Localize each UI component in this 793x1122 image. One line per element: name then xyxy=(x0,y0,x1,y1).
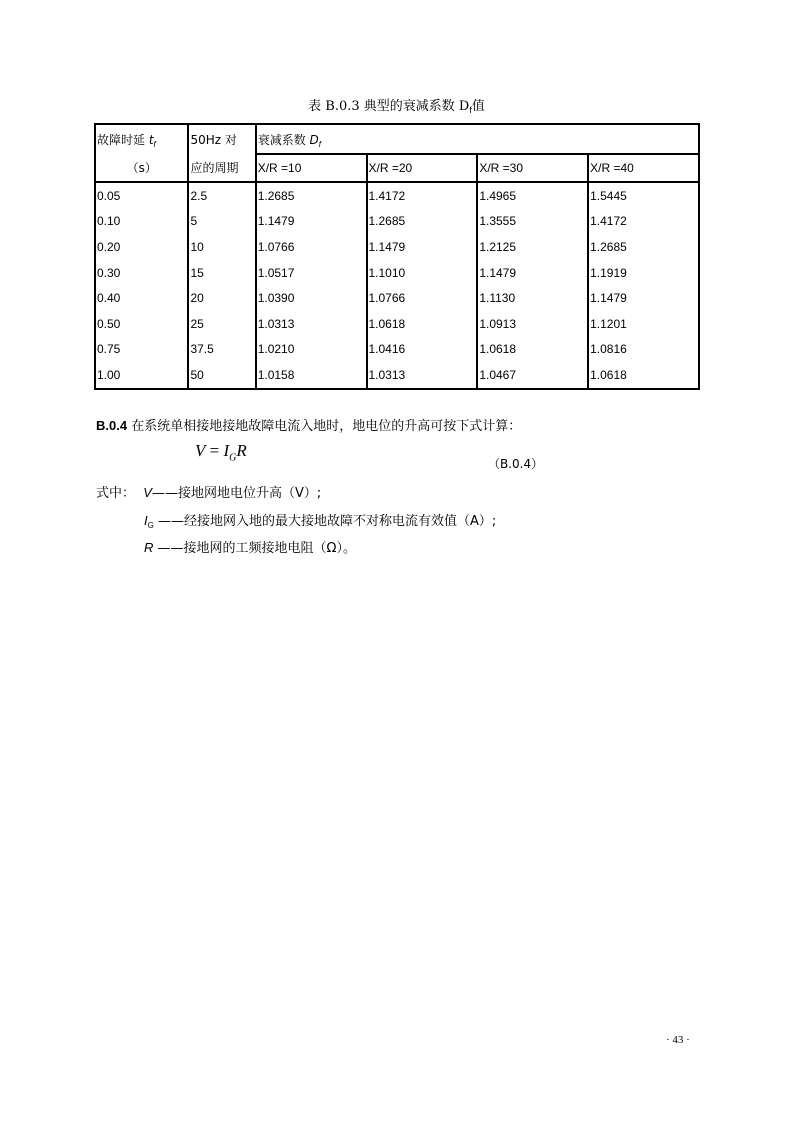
formula-rhs-var: I xyxy=(223,441,230,460)
df-xr20-cell: 1.0766 xyxy=(367,285,478,311)
df-xr20-cell: 1.1479 xyxy=(367,234,478,260)
definition-text-ig: ——经接地网入地的最大接地故障不对称电流有效值（A）; xyxy=(153,514,497,529)
header-fault-delay-var-sub: f xyxy=(153,140,156,149)
header-xr-30: X/R =30 xyxy=(477,154,588,182)
fault-delay-cell: 0.05 xyxy=(97,188,121,203)
period-cell: 2.5 xyxy=(188,182,255,209)
period-cell: 20 xyxy=(188,285,255,311)
table-row xyxy=(95,337,699,363)
section-b04 xyxy=(96,415,521,434)
table-header-row-1 xyxy=(95,124,699,154)
definition-line-2 xyxy=(144,510,496,529)
header-fault-delay-label: 故障时延 xyxy=(97,133,149,147)
definition-text-r: ——接地网的工频接地电阻（Ω）。 xyxy=(153,541,356,556)
caption-suffix: 值 xyxy=(471,99,485,114)
header-fault-delay xyxy=(95,124,188,154)
df-xr20-cell: 1.1010 xyxy=(367,260,478,286)
header-group-var-sub: f xyxy=(318,139,321,149)
definitions-intro: 式中： xyxy=(96,486,136,501)
df-xr40-cell: 1.5445 xyxy=(588,182,699,209)
header-period-line1: 50Hz 对 xyxy=(188,124,255,154)
header-xr-40: X/R =40 xyxy=(588,154,699,182)
df-xr30-cell: 1.1479 xyxy=(477,260,588,286)
table-body xyxy=(95,182,699,389)
table-row xyxy=(95,311,699,337)
period-cell: 50 xyxy=(188,362,255,389)
definition-line-3 xyxy=(144,537,356,556)
df-xr30-cell: 1.0467 xyxy=(477,362,588,389)
table-caption xyxy=(0,95,793,114)
caption-subscript: f xyxy=(469,105,472,115)
table-row xyxy=(95,234,699,260)
df-xr10-cell: 1.1479 xyxy=(256,209,367,235)
df-xr30-cell: 1.3555 xyxy=(477,209,588,235)
section-number: B.0.4 xyxy=(96,418,128,433)
df-xr10-cell: 1.0313 xyxy=(256,311,367,337)
period-cell: 10 xyxy=(188,234,255,260)
fault-delay-cell: 0.50 xyxy=(97,316,121,331)
header-attenuation-group xyxy=(256,124,699,154)
header-xr-10: X/R =10 xyxy=(256,154,367,182)
df-xr40-cell: 1.1919 xyxy=(588,260,699,286)
fault-delay-cell: 1.00 xyxy=(97,367,121,382)
df-xr10-cell: 1.0390 xyxy=(256,285,367,311)
definition-symbol-v: V xyxy=(143,485,152,500)
period-cell: 37.5 xyxy=(188,337,255,363)
attenuation-factor-table xyxy=(94,123,700,390)
df-xr30-cell: 1.4965 xyxy=(477,182,588,209)
definition-symbol-ig-sub: G xyxy=(147,521,154,530)
header-group-label: 衰减系数 xyxy=(257,132,310,147)
df-xr10-cell: 1.0158 xyxy=(256,362,367,389)
section-text: 在系统单相接地接地故障电流入地时，地电位的升高可按下式计算： xyxy=(127,419,522,434)
table-row xyxy=(95,209,699,235)
caption-prefix: 表 B.0.3 典型的衰减系数 D xyxy=(308,99,470,114)
header-period-line2: 应的周期 xyxy=(188,154,255,182)
formula-lhs: V xyxy=(195,441,206,460)
period-cell: 5 xyxy=(188,209,255,235)
table-header-row-2 xyxy=(95,154,699,182)
df-xr40-cell: 1.4172 xyxy=(588,209,699,235)
table-row xyxy=(95,362,699,389)
df-xr20-cell: 1.4172 xyxy=(367,182,478,209)
df-xr30-cell: 1.0913 xyxy=(477,311,588,337)
header-xr-20: X/R =20 xyxy=(367,154,478,182)
table-row xyxy=(95,285,699,311)
df-xr30-cell: 1.2125 xyxy=(477,234,588,260)
fault-delay-cell: 0.75 xyxy=(97,342,121,357)
df-xr40-cell: 1.2685 xyxy=(588,234,699,260)
table-row xyxy=(95,182,699,209)
fault-delay-cell: 0.40 xyxy=(97,291,121,306)
formula xyxy=(195,441,247,463)
header-fault-delay-var: t xyxy=(148,133,154,147)
df-xr20-cell: 1.0618 xyxy=(367,311,478,337)
table-row xyxy=(95,260,699,286)
fault-delay-cell: 0.10 xyxy=(97,214,121,229)
df-xr30-cell: 1.0618 xyxy=(477,337,588,363)
df-xr40-cell: 1.1479 xyxy=(588,285,699,311)
definition-symbol-r: R xyxy=(144,540,154,555)
fault-delay-cell: 0.20 xyxy=(97,239,121,254)
definition-symbol-ig: I xyxy=(144,513,148,528)
header-fault-delay-unit: （s） xyxy=(95,154,188,182)
df-xr10-cell: 1.2685 xyxy=(256,182,367,209)
period-cell: 15 xyxy=(188,260,255,286)
header-group-var: D xyxy=(309,132,319,147)
df-xr20-cell: 1.0313 xyxy=(367,362,478,389)
definition-line-1 xyxy=(96,482,321,501)
df-xr40-cell: 1.0618 xyxy=(588,362,699,389)
df-xr10-cell: 1.0210 xyxy=(256,337,367,363)
formula-rhs-sub: G xyxy=(229,452,237,464)
df-xr40-cell: 1.0816 xyxy=(588,337,699,363)
definition-text-v: ——接地网地电位升高（V）; xyxy=(151,486,322,501)
period-cell: 25 xyxy=(188,311,255,337)
df-xr20-cell: 1.2685 xyxy=(367,209,478,235)
fault-delay-cell: 0.30 xyxy=(97,265,121,280)
formula-eq: = xyxy=(205,441,224,460)
df-xr40-cell: 1.1201 xyxy=(588,311,699,337)
df-xr20-cell: 1.0416 xyxy=(367,337,478,363)
df-xr30-cell: 1.1130 xyxy=(477,285,588,311)
df-xr10-cell: 1.0766 xyxy=(256,234,367,260)
df-xr10-cell: 1.0517 xyxy=(256,260,367,286)
formula-rhs-tail: R xyxy=(236,441,247,460)
formula-number: （B.0.4） xyxy=(488,457,544,471)
page-number: · 43 · xyxy=(666,1034,690,1046)
